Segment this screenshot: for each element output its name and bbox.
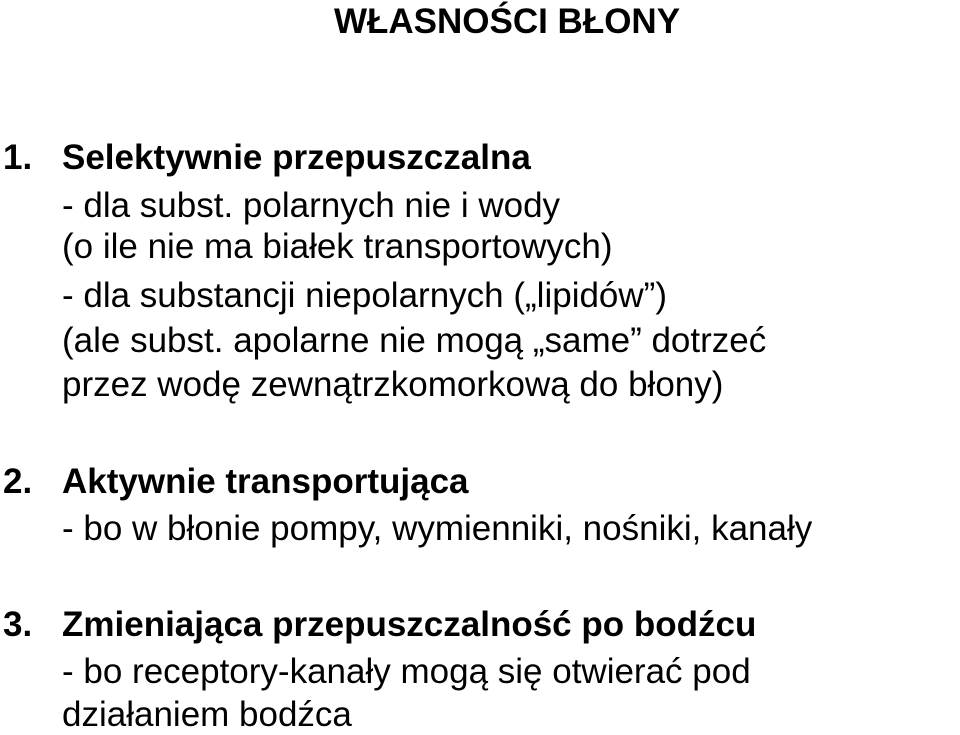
section-2-heading: Aktywnie transportująca	[62, 462, 469, 501]
section-1-line-3: - dla substancji niepolarnych („lipidów”)	[62, 276, 667, 315]
section-1-line-2: (o ile nie ma białek transportowych)	[62, 227, 613, 266]
section-1-number: 1.	[3, 138, 33, 177]
section-3-line-1: - bo receptory-kanały mogą się otwierać pod	[62, 652, 751, 691]
section-3-line-2: działaniem bodźca	[62, 695, 352, 734]
slide-title: WŁASNOŚCI BŁONY	[333, 2, 681, 41]
section-1-heading: Selektywnie przepuszczalna	[62, 138, 531, 177]
section-1-line-1: - dla subst. polarnych nie i wody	[62, 186, 561, 225]
section-1-line-5: przez wodę zewnątrzkomorkową do błony)	[62, 365, 724, 404]
section-1-line-4: (ale subst. apolarne nie mogą „same” dotrzeć	[62, 321, 767, 360]
section-3-heading: Zmieniająca przepuszczalność po bodźcu	[62, 605, 757, 644]
section-2-number: 2.	[3, 462, 33, 501]
section-2-line-1: - bo w błonie pompy, wymienniki, nośniki, kanały	[62, 509, 813, 548]
section-3-number: 3.	[3, 605, 33, 644]
